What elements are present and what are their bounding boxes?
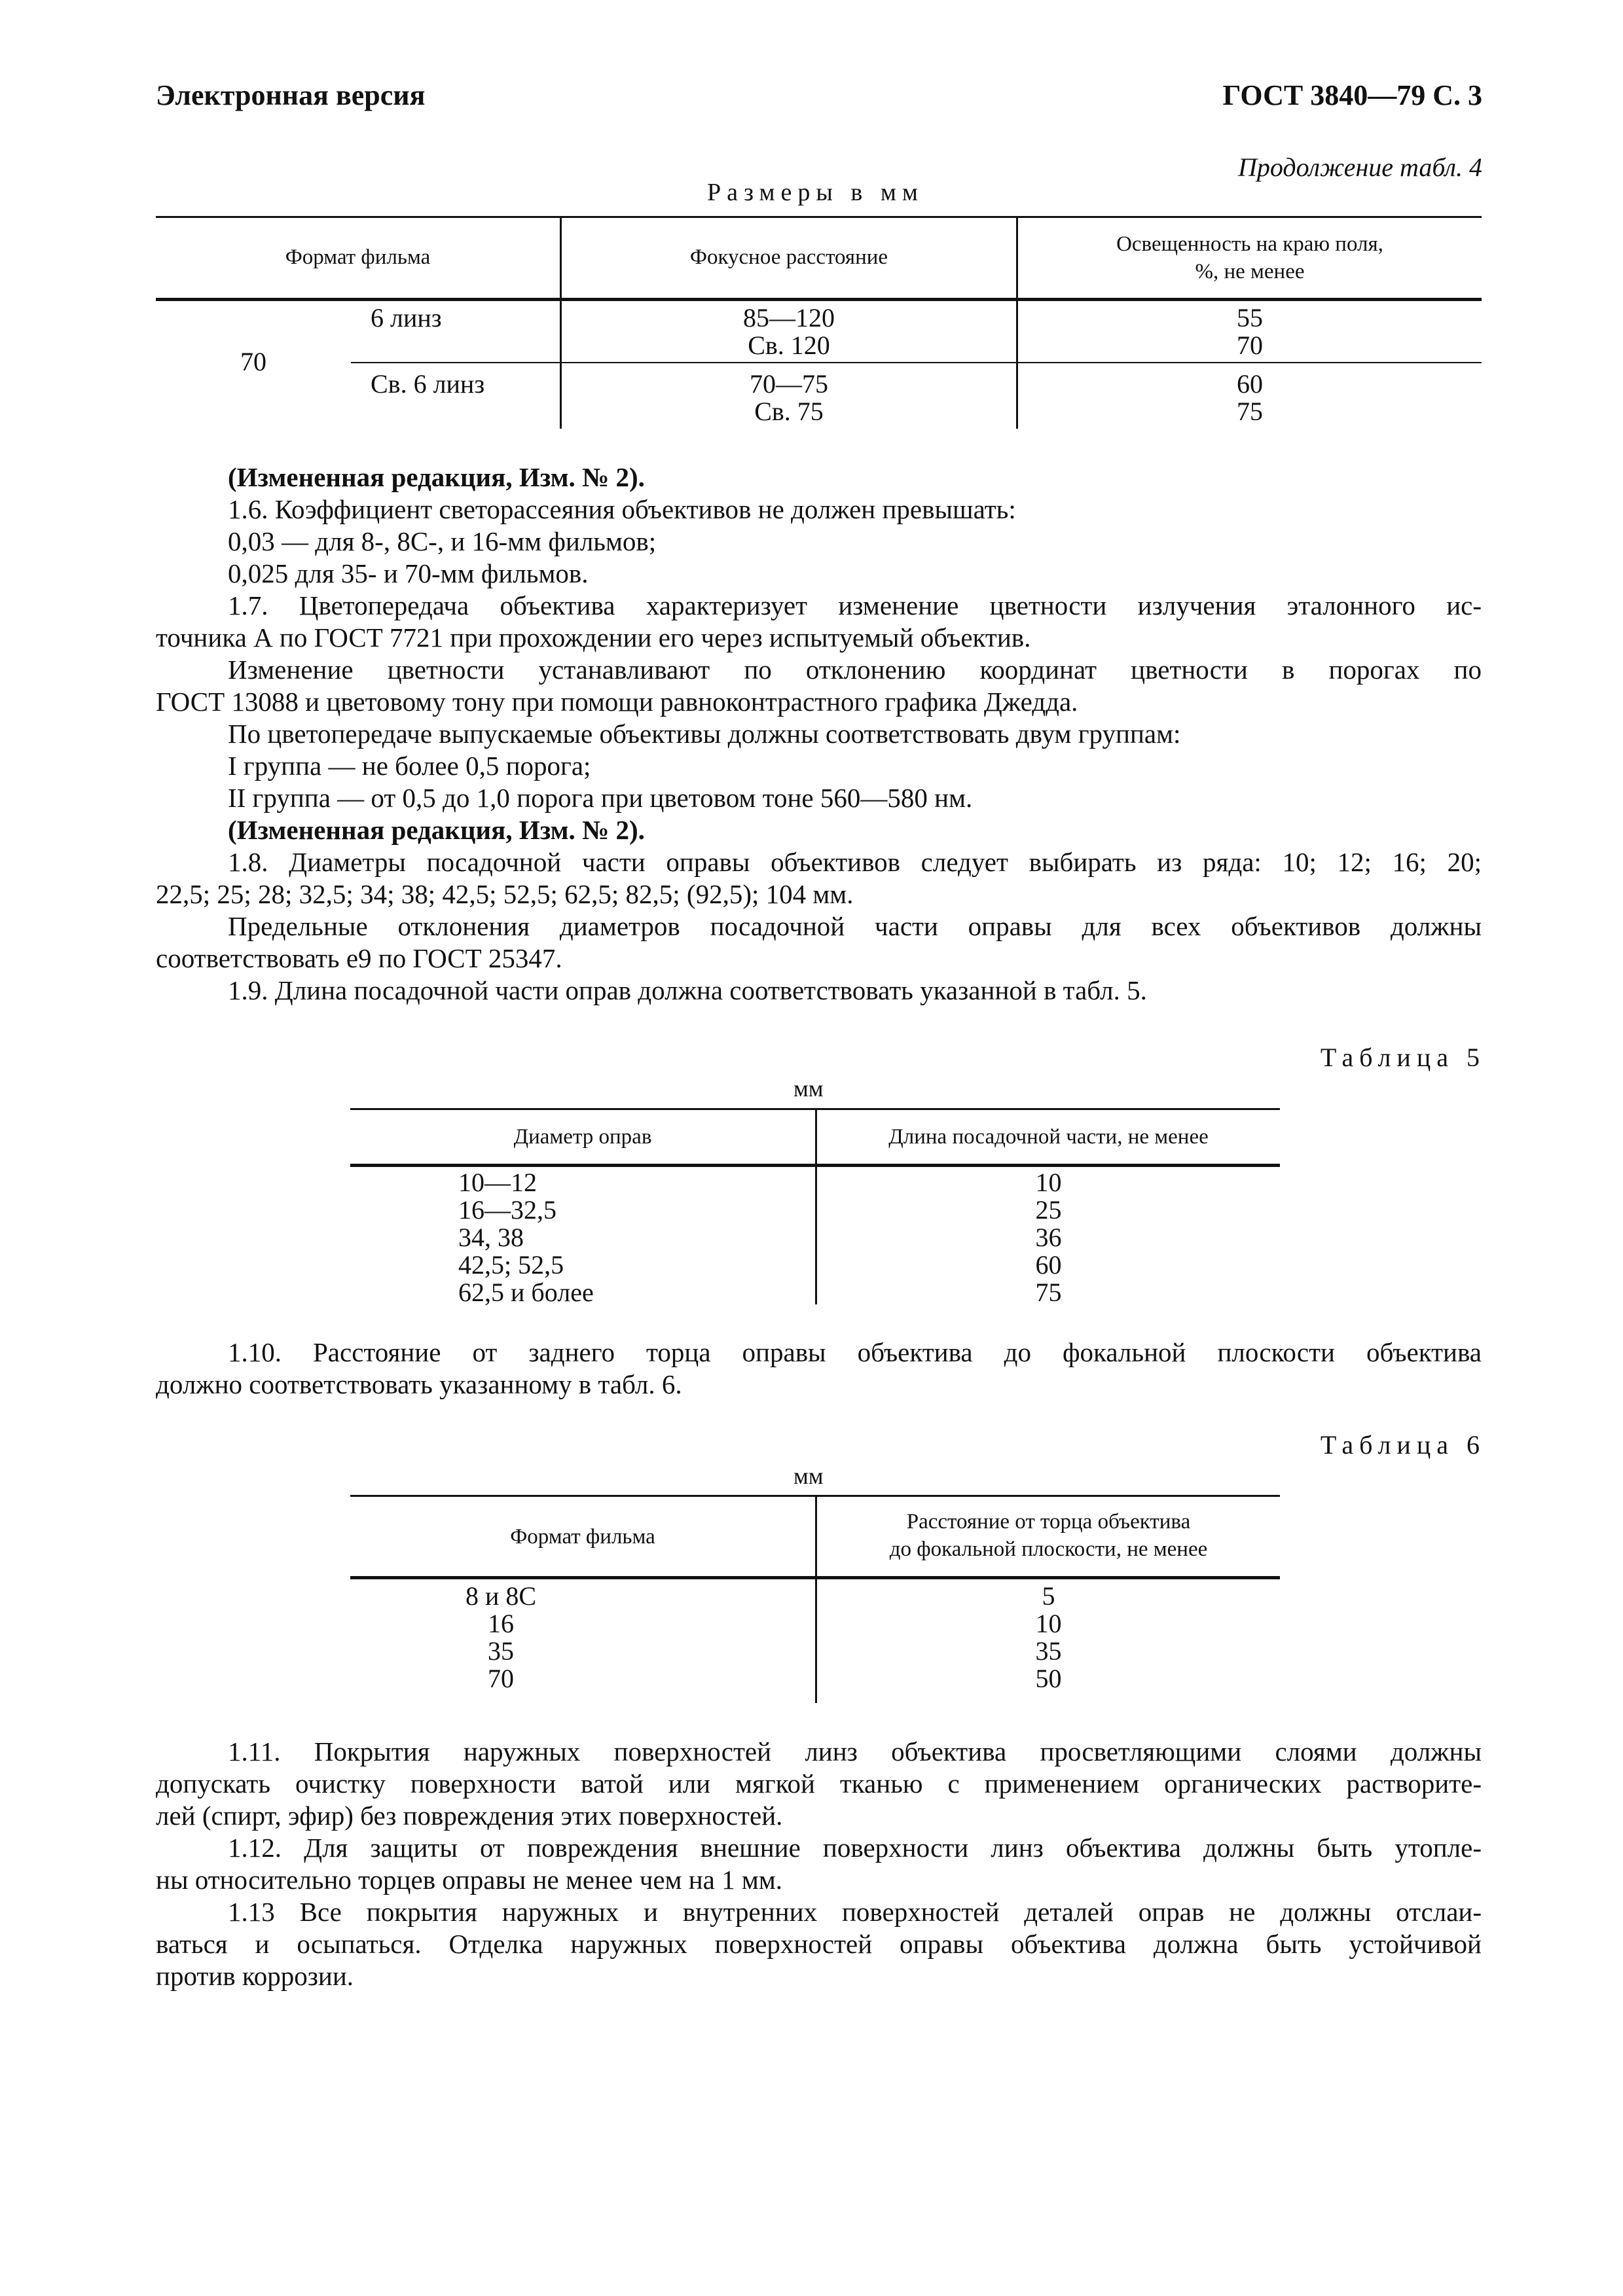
table6-cell: 16 xyxy=(488,1609,514,1638)
table5-title: Таблица 5 xyxy=(1320,1043,1486,1072)
table4-col-illum: Освещенность на краю поля, %, не менее xyxy=(1116,232,1383,283)
paragraph-1-7: 1.7. Цветопередача объектива характеризует изменение цветности излучения эталонного ис- xyxy=(228,590,1482,620)
table6-units: мм xyxy=(793,1463,824,1489)
table5-col-diameter: Диаметр оправ xyxy=(513,1125,652,1149)
table6-cell: 50 xyxy=(1035,1664,1062,1693)
table4-col-focal: Фокусное расстояние xyxy=(689,245,888,269)
paragraph-1-11: лей (спирт, эфир) без повреждения этих поверхностей. xyxy=(156,1801,783,1831)
paragraph-1-7: точника А по ГОСТ 7721 при прохождении его через испытуемый объектив. xyxy=(156,622,1031,653)
paragraph-1-12: 1.12. Для защиты от повреждения внешние поверхности линз объектива должны быть утопле- xyxy=(228,1833,1482,1863)
paragraph-1-8: 1.8. Диаметры посадочной части оправы объективов следует выбирать из ряда: 10; 12; 16; 20; xyxy=(228,847,1482,877)
paragraph-1-8: 22,5; 25; 28; 32,5; 34; 38; 42,5; 52,5; 62,5; 82,5; (92,5); 104 мм. xyxy=(156,879,854,909)
table5-cell: 75 xyxy=(1035,1278,1062,1307)
amendment-note: (Измененная редакция, Изм. № 2). xyxy=(228,815,645,845)
table4-format-value: 70 xyxy=(240,347,266,376)
table6-cell: 10 xyxy=(1035,1609,1062,1638)
table5-cell: 34, 38 xyxy=(458,1223,524,1252)
paragraph-1-11: допускать очистку поверхности ватой или мягкой тканью с применением органических растворите- xyxy=(156,1768,1482,1799)
table4-units: Размеры в мм xyxy=(707,179,924,206)
paragraph-1-8: соответствовать е9 по ГОСТ 25347. xyxy=(156,943,562,973)
table5-col-length: Длина посадочной части, не менее xyxy=(888,1125,1209,1149)
table5-cell: 60 xyxy=(1035,1250,1062,1280)
table6-title: Таблица 6 xyxy=(1320,1430,1486,1460)
table6-cell: 5 xyxy=(1042,1581,1055,1611)
table4-lens: Св. 6 линз xyxy=(371,369,485,399)
table5-cell: 25 xyxy=(1035,1195,1062,1225)
paragraph-1-7: ГОСТ 13088 и цветовому тону при помощи равноконтрастного графика Джедда. xyxy=(156,687,1078,717)
table4-focal: 70—75 xyxy=(750,369,828,399)
paragraph-1-7: II группа — от 0,5 до 1,0 порога при цветовом тоне 560—580 нм. xyxy=(228,783,973,813)
paragraph-1-7: I группа — не более 0,5 порога; xyxy=(228,751,591,781)
table5-cell: 42,5; 52,5 xyxy=(458,1250,564,1280)
paragraph-1-9: 1.9. Длина посадочной части оправ должна соответствовать указанной в табл. 5. xyxy=(228,975,1147,1005)
paragraph-1-8: Предельные отклонения диаметров посадочной части оправы для всех объективов должны xyxy=(228,911,1482,941)
table5-cell: 10 xyxy=(1035,1168,1062,1197)
table4-continuation: Продолжение табл. 4 xyxy=(1237,152,1482,182)
paragraph-1-13: против коррозии. xyxy=(156,1961,354,1991)
table5-units: мм xyxy=(793,1075,824,1102)
table6-cell: 35 xyxy=(1035,1636,1062,1666)
table4-lens: 6 линз xyxy=(371,303,442,332)
amendment-note: (Измененная редакция, Изм. № 2). xyxy=(228,462,645,492)
paragraph-1-6: 1.6. Коэффициент светорассеяния объективов не должен превышать: xyxy=(228,494,1016,524)
table6-col-distance: Расстояние от торца объектива до фокальной плоскости, не менее xyxy=(889,1510,1208,1561)
paragraph-1-10: должно соответствовать указанному в табл. 6. xyxy=(156,1369,682,1399)
table5-cell: 62,5 и более xyxy=(458,1278,594,1307)
table4-illum: 55 xyxy=(1237,303,1263,332)
table5-cell: 36 xyxy=(1035,1223,1062,1252)
table6-col-format: Формат фильма xyxy=(510,1525,655,1549)
paragraph-1-12: ны относительно торцев оправы не менее чем на 1 мм. xyxy=(156,1865,783,1895)
table6-cell: 8 и 8С xyxy=(465,1581,537,1611)
table5-cell: 16—32,5 xyxy=(458,1195,556,1225)
table4-illum: 70 xyxy=(1237,331,1263,360)
paragraph-1-7: По цветопередаче выпускаемые объективы должны соответствовать двум группам: xyxy=(228,719,1181,749)
paragraph-1-7: Изменение цветности устанавливают по отклонению координат цветности в порогах по xyxy=(228,655,1482,685)
table5-cell: 10—12 xyxy=(458,1168,537,1197)
table4-focal: Св. 75 xyxy=(754,397,824,426)
header-right: ГОСТ 3840—79 С. 3 xyxy=(1222,79,1482,111)
table4-focal: 85—120 xyxy=(743,303,835,332)
paragraph-1-6: 0,025 для 35- и 70-мм фильмов. xyxy=(228,558,589,588)
paragraph-1-13: 1.13 Все покрытия наружных и внутренних поверхностей деталей оправ не должны отслаи- xyxy=(228,1897,1482,1927)
table4-illum: 75 xyxy=(1237,397,1263,426)
table4-illum: 60 xyxy=(1237,369,1263,399)
table6-cell: 70 xyxy=(488,1664,514,1693)
table4-col-format: Формат фильма xyxy=(285,245,431,269)
table4-focal: Св. 120 xyxy=(748,331,830,360)
table6-cell: 35 xyxy=(488,1636,514,1666)
paragraph-1-10: 1.10. Расстояние от заднего торца оправы объектива до фокальной плоскости объектива xyxy=(228,1337,1482,1367)
header-left: Электронная версия xyxy=(156,79,426,111)
paragraph-1-11: 1.11. Покрытия наружных поверхностей линз объектива просветляющими слоями должны xyxy=(228,1736,1482,1767)
paragraph-1-6: 0,03 — для 8-, 8С-, и 16-мм фильмов; xyxy=(228,526,657,556)
paragraph-1-13: ваться и осыпаться. Отделка наружных поверхностей оправы объектива должна быть устойчивой xyxy=(156,1929,1482,1959)
